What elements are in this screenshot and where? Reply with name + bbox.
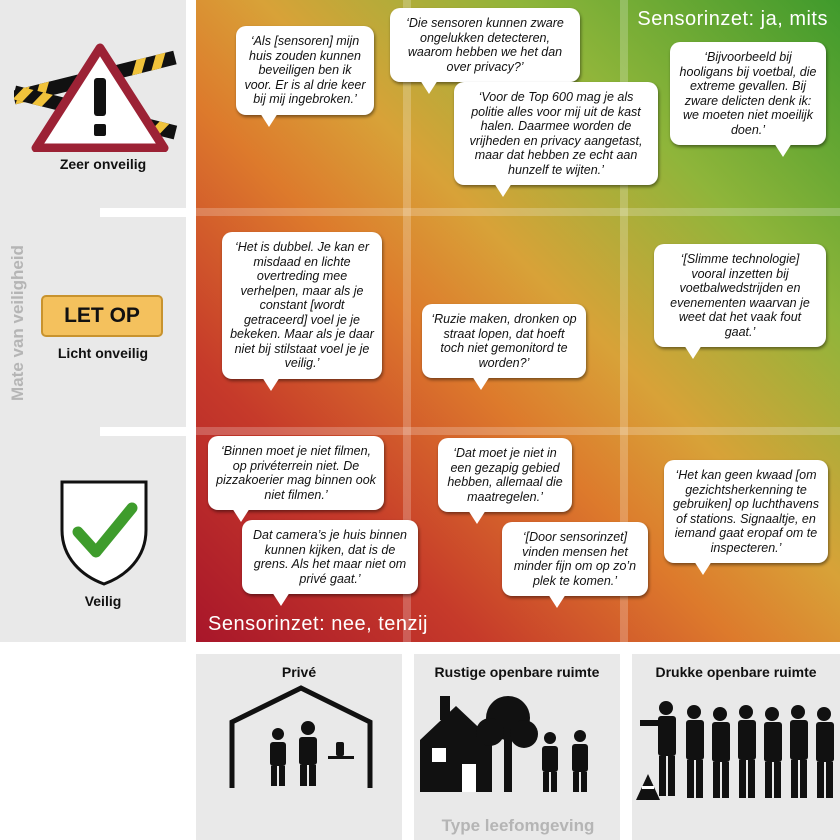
row-separator xyxy=(100,427,196,436)
level-label-mid: Licht onveilig xyxy=(57,345,149,361)
warning-triangle-icon xyxy=(14,40,184,152)
category-busy-public xyxy=(632,654,840,840)
row-separator xyxy=(100,208,196,217)
quote-bubble xyxy=(390,8,580,82)
quote-text: ‘Voor de Top 600 mag je als politie alles voor mij uit de kast halen. Daarmee worden de vrijheden en privacy aangetast, maar dat hebben ze echt aan hunzelf te wijten.’ xyxy=(469,90,643,177)
grid-line xyxy=(196,208,840,216)
category-title-quiet: Rustige openbare ruimte xyxy=(434,664,600,680)
quote-text: ‘Het kan geen kwaad [om gezichtsherkenning te gebruiken] op luchthavens of stations. Signaaltje, en iemand gaat eropaf om te inspecteren.’ xyxy=(673,468,819,555)
quote-bubble xyxy=(422,304,586,378)
crowd-icon xyxy=(634,694,838,804)
safety-level-column xyxy=(0,0,186,642)
quiet-street-icon xyxy=(420,688,616,800)
quote-text: ‘Die sensoren kunnen zware ongelukken detecteren, waarom hebben we het dan over privacy?’ xyxy=(406,16,564,74)
environment-types xyxy=(0,642,840,840)
category-private xyxy=(196,654,402,840)
sensor-matrix xyxy=(196,0,840,642)
corner-label-yes: Sensorinzet: ja, mits xyxy=(637,8,828,30)
corner-label-no: Sensorinzet: nee, tenzij xyxy=(208,613,428,635)
quote-bubble xyxy=(664,460,828,563)
quote-bubble xyxy=(208,436,384,510)
quote-bubble xyxy=(454,82,658,185)
quote-text: Dat camera’s je huis binnen kunnen kijken, dat is de grens. Als het maar niet om privé gaat.’ xyxy=(252,528,408,586)
quote-bubble xyxy=(242,520,418,594)
quote-bubble xyxy=(670,42,826,145)
category-title-busy: Drukke openbare ruimte xyxy=(655,664,817,680)
private-home-icon xyxy=(226,684,376,788)
quote-text: ‘Bijvoorbeeld bij hooligans bij voetbal, die extreme gevallen. Bij zware delicten denk ik: we moeten niet moeilijk doen.’ xyxy=(679,50,817,137)
y-axis-label: Mate van veiligheid xyxy=(8,245,27,401)
quote-bubble xyxy=(502,522,648,596)
x-axis-label: Type leefomgeving xyxy=(441,816,595,835)
quote-text: ‘[Slimme technologie] vooral inzetten bij voetbalwedstrijden en evenementen waarvan je weet dat het vaak fout gaat.’ xyxy=(670,252,810,339)
let-op-sign: LET OP xyxy=(41,295,163,337)
quote-text: ‘Ruzie maken, dronken op straat lopen, dat hoeft toch niet gemonitord te worden?’ xyxy=(431,312,577,370)
quote-text: ‘Binnen moet je niet filmen, op privéterrein niet. De pizzakoerier mag binnen ook niet filmen.’ xyxy=(216,444,376,502)
quote-bubble xyxy=(438,438,572,512)
level-label-low: Veilig xyxy=(84,593,122,609)
quote-bubble xyxy=(236,26,374,115)
shield-check-icon xyxy=(56,478,152,588)
category-quiet-public xyxy=(414,654,620,840)
quote-text: ‘Dat moet je niet in een gezapig gebied hebben, allemaal die maatregelen.’ xyxy=(447,446,563,504)
quote-text: ‘Als [sensoren] mijn huis zouden kunnen beveiligen ben ik voor. Er is al drie keer bij mij ingebroken.’ xyxy=(244,34,366,106)
grid-line xyxy=(196,427,840,435)
quote-bubble xyxy=(654,244,826,347)
quote-bubble xyxy=(222,232,382,379)
level-label-high: Zeer onveilig xyxy=(59,156,147,172)
quote-text: ‘[Door sensorinzet] vinden mensen het minder fijn om op zo’n plek te komen.’ xyxy=(513,530,637,588)
quote-text: ‘Het is dubbel. Je kan er misdaad en lichte overtreding mee verhelpen, maar als je constant [wordt getraceerd] voel je je bekeken. Maar als je daar niet bij stilstaat voel je je veilig.’ xyxy=(230,240,374,370)
category-title-private: Privé xyxy=(281,664,317,680)
